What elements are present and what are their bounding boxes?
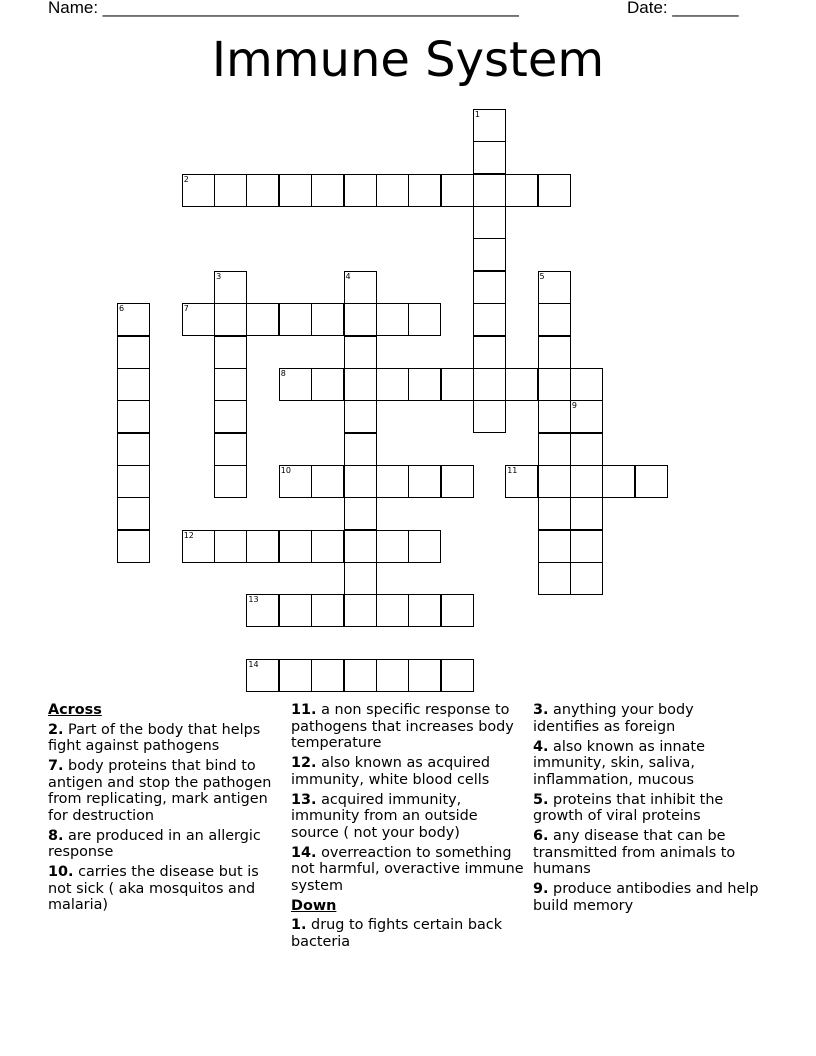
- clue-number: 3: [216, 271, 222, 281]
- crossword-cell[interactable]: [538, 271, 571, 304]
- crossword-cell[interactable]: [441, 594, 474, 627]
- clue-across-14: 14. overreaction to something not harmful, overactive immune system: [291, 844, 524, 894]
- crossword-cell[interactable]: [473, 368, 506, 401]
- crossword-cell[interactable]: [538, 400, 571, 433]
- crossword-cell[interactable]: [311, 368, 344, 401]
- crossword-cell[interactable]: [408, 659, 441, 692]
- clue-number: 9: [571, 401, 577, 411]
- crossword-cell[interactable]: [473, 400, 506, 433]
- crossword-cell[interactable]: [473, 238, 506, 271]
- crossword-cell[interactable]: [473, 109, 506, 142]
- clue-across-10: 10. carries the disease but is not sick ( aka mosquitos and malaria): [48, 864, 259, 913]
- crossword-cell[interactable]: [311, 174, 344, 207]
- crossword-cell[interactable]: [279, 303, 312, 336]
- crossword-cell[interactable]: [538, 562, 571, 595]
- crossword-cell[interactable]: [344, 400, 377, 433]
- crossword-cell[interactable]: [344, 562, 377, 595]
- crossword-cell[interactable]: [279, 594, 312, 627]
- crossword-cell[interactable]: [117, 336, 150, 369]
- crossword-cell[interactable]: [246, 659, 279, 692]
- clue-number: 13: [248, 595, 259, 605]
- crossword-cell[interactable]: [441, 174, 474, 207]
- crossword-cell[interactable]: [570, 497, 603, 530]
- clue-number: 4: [345, 271, 351, 281]
- clue-across-12: 12. also known as acquired immunity, white blood cells: [291, 755, 490, 788]
- crossword-cell[interactable]: [214, 336, 247, 369]
- crossword-cell[interactable]: [538, 530, 571, 563]
- crossword-cell[interactable]: [473, 271, 506, 304]
- crossword-cell[interactable]: [279, 368, 312, 401]
- clue-across-13: 13. acquired immunity, immunity from an outside source ( not your body): [291, 791, 478, 841]
- crossword-cell[interactable]: [376, 368, 409, 401]
- crossword-cell[interactable]: [376, 594, 409, 627]
- clue-number: 1: [474, 110, 480, 119]
- crossword-cell[interactable]: [473, 206, 506, 239]
- crossword-cell[interactable]: [473, 303, 506, 336]
- crossword-cell[interactable]: [214, 271, 247, 304]
- crossword-cell[interactable]: [635, 465, 668, 498]
- clue-number: 12: [183, 530, 194, 540]
- crossword-cell[interactable]: [344, 368, 377, 401]
- clue-down-9: 9. produce antibodies and help build memory: [533, 881, 759, 914]
- crossword-cell[interactable]: [408, 594, 441, 627]
- crossword-cell[interactable]: [344, 336, 377, 369]
- clue-down-5: 5. proteins that inhibit the growth of viral proteins: [533, 791, 724, 824]
- crossword-cell[interactable]: [214, 400, 247, 433]
- crossword-cell[interactable]: [570, 368, 603, 401]
- crossword-cell[interactable]: [408, 303, 441, 336]
- clue-down-4: 4. also known as innate immunity, skin, saliva, inflammation, mucous: [533, 738, 705, 788]
- crossword-cell[interactable]: [214, 530, 247, 563]
- clue-number: 5: [539, 271, 545, 281]
- crossword-cell[interactable]: [279, 659, 312, 692]
- crossword-cell[interactable]: [505, 465, 538, 498]
- crossword-cell[interactable]: [117, 303, 150, 336]
- crossword-cell[interactable]: [344, 303, 377, 336]
- crossword-cell[interactable]: [279, 174, 312, 207]
- crossword-cell[interactable]: [505, 174, 538, 207]
- crossword-cell[interactable]: [408, 465, 441, 498]
- crossword-cell[interactable]: [117, 433, 150, 466]
- clue-number: 7: [183, 304, 189, 314]
- crossword-cell[interactable]: [602, 465, 635, 498]
- clue-down-1: 1. drug to fights certain back bacteria: [291, 917, 503, 950]
- crossword-cell[interactable]: [214, 174, 247, 207]
- clue-column-3: [533, 702, 763, 918]
- crossword-cell[interactable]: [538, 336, 571, 369]
- crossword-cell[interactable]: [311, 530, 344, 563]
- crossword-cell[interactable]: [344, 174, 377, 207]
- across-heading: Across: [48, 702, 102, 718]
- crossword-cell[interactable]: [246, 530, 279, 563]
- crossword-cell[interactable]: [311, 659, 344, 692]
- clue-number: 14: [248, 660, 259, 669]
- crossword-cell[interactable]: [182, 174, 215, 207]
- page-title: Immune System: [211, 32, 605, 88]
- crossword-cell[interactable]: [311, 465, 344, 498]
- crossword-cell[interactable]: [117, 497, 150, 530]
- crossword-cell[interactable]: [570, 400, 603, 433]
- crossword-cell[interactable]: [538, 303, 571, 336]
- clue-number: 2: [183, 174, 189, 184]
- crossword-cell[interactable]: [441, 368, 474, 401]
- clue-number: 8: [280, 368, 286, 378]
- clue-across-2: 2. Part of the body that helps fight against pathogens: [48, 721, 261, 754]
- crossword-cell[interactable]: [344, 433, 377, 466]
- clue-across-7: 7. body proteins that bind to antigen and stop the pathogen from replicating, mark antigen for destruction: [48, 758, 272, 824]
- crossword-cell[interactable]: [344, 659, 377, 692]
- crossword-cell[interactable]: [570, 465, 603, 498]
- crossword-cell[interactable]: [311, 303, 344, 336]
- clue-number: 10: [280, 465, 291, 475]
- crossword-cell[interactable]: [279, 530, 312, 563]
- crossword-cell[interactable]: [311, 594, 344, 627]
- crossword-cell[interactable]: [214, 303, 247, 336]
- crossword-cell[interactable]: [376, 530, 409, 563]
- crossword-cell[interactable]: [376, 303, 409, 336]
- clue-column-2: [291, 702, 527, 954]
- crossword-cell[interactable]: [344, 497, 377, 530]
- crossword-cell[interactable]: [441, 465, 474, 498]
- crossword-cell[interactable]: [246, 594, 279, 627]
- down-heading: Down: [291, 897, 337, 914]
- crossword-cell[interactable]: [473, 174, 506, 207]
- crossword-cell[interactable]: [246, 303, 279, 336]
- clue-column-1: [48, 702, 284, 917]
- crossword-cell[interactable]: [246, 174, 279, 207]
- crossword-cell[interactable]: [473, 141, 506, 174]
- crossword-cell[interactable]: [344, 594, 377, 627]
- crossword-cell[interactable]: [117, 465, 150, 498]
- crossword-cell[interactable]: [117, 400, 150, 433]
- crossword-cell[interactable]: [538, 368, 571, 401]
- date-line: Date: _______: [627, 0, 739, 17]
- crossword-cell[interactable]: [117, 530, 150, 563]
- crossword-cell[interactable]: [344, 465, 377, 498]
- crossword-cell[interactable]: [570, 562, 603, 595]
- crossword-cell[interactable]: [408, 174, 441, 207]
- crossword-cell[interactable]: [570, 530, 603, 563]
- crossword-cell[interactable]: [376, 465, 409, 498]
- crossword-cell[interactable]: [376, 174, 409, 207]
- crossword-cell[interactable]: [214, 465, 247, 498]
- clue-down-6: 6. any disease that can be transmitted from animals to humans: [533, 828, 736, 877]
- crossword-cell[interactable]: [538, 433, 571, 466]
- crossword-cell[interactable]: [570, 433, 603, 466]
- clue-number: 11: [507, 465, 518, 475]
- crossword-cell[interactable]: [344, 530, 377, 563]
- crossword-cell[interactable]: [117, 368, 150, 401]
- crossword-cell[interactable]: [538, 174, 571, 207]
- crossword-cell[interactable]: [408, 530, 441, 563]
- crossword-cell[interactable]: [279, 465, 312, 498]
- clue-number: 6: [119, 304, 125, 314]
- crossword-cell[interactable]: [473, 336, 506, 369]
- crossword-cell[interactable]: [182, 530, 215, 563]
- crossword-cell[interactable]: [408, 368, 441, 401]
- crossword-cell[interactable]: [538, 497, 571, 530]
- crossword-cell[interactable]: [505, 368, 538, 401]
- clue-down-3: 3. anything your body identifies as foreign: [533, 702, 694, 735]
- crossword-cell[interactable]: [214, 368, 247, 401]
- crossword-cell[interactable]: [538, 465, 571, 498]
- name-line: Name: ____________________________________________: [48, 0, 519, 17]
- crossword-cell[interactable]: [182, 303, 215, 336]
- clue-across-11: 11. a non specific response to pathogens that increases body temperature: [291, 702, 514, 751]
- crossword-cell[interactable]: [214, 433, 247, 466]
- crossword-cell[interactable]: [344, 271, 377, 304]
- clue-across-8: 8. are produced in an allergic response: [48, 827, 261, 860]
- crossword-cell[interactable]: [376, 659, 409, 692]
- crossword-cell[interactable]: [441, 659, 474, 692]
